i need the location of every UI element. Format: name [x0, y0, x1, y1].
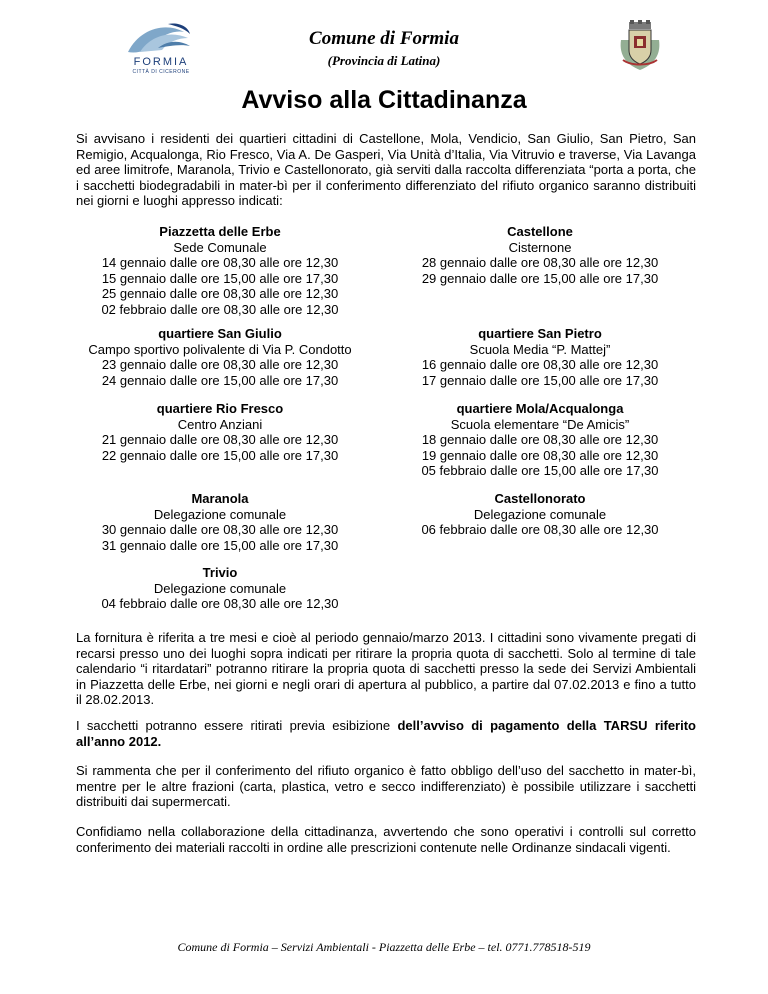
location-name: quartiere San Giulio — [158, 326, 282, 341]
location-place: Centro Anziani — [177, 416, 263, 432]
location-name: quartiere San Pietro — [478, 326, 602, 341]
location-date: 28 gennaio dalle ore 08,30 alle ore 12,30 — [421, 255, 659, 270]
location-place: Scuola elementare “De Amicis” — [450, 416, 630, 432]
location-date: 02 febbraio dalle ore 08,30 alle ore 12,30 — [101, 301, 339, 317]
location-date: 17 gennaio dalle ore 15,00 alle ore 17,30 — [421, 372, 659, 388]
location-block-trivio — [60, 565, 380, 612]
location-name: quartiere Mola/Acqualonga — [456, 401, 624, 416]
location-place: Cisternone — [508, 239, 572, 255]
location-date: 21 gennaio dalle ore 08,30 alle ore 12,30 — [101, 432, 339, 447]
location-date: 14 gennaio dalle ore 08,30 alle ore 12,30 — [101, 255, 339, 270]
closing-paragraph: Confidiamo nella collaborazione della cittadinanza, avvertendo che sono operativi i controlli sul corretto conferimento dei materiali raccolti in ordine alle prescrizioni contenute nelle Ordinanze sindacali vigenti. — [76, 824, 696, 855]
location-block-castellonorato — [380, 491, 700, 538]
logo-tagline: CITTÀ DI CICERONE — [132, 69, 190, 75]
pickup-paragraph — [76, 718, 696, 749]
location-name: Piazzetta delle Erbe — [159, 224, 281, 239]
location-block-maranola — [60, 491, 380, 553]
location-date: 29 gennaio dalle ore 15,00 alle ore 17,30 — [421, 270, 659, 286]
intro-paragraph: Si avvisano i residenti dei quartieri cittadini di Castellone, Mola, Vendicio, San Giulio, San Pietro, San Remigio, Acqualonga, Rio Fresco, Via A. De Gasperi, Via Unità d’Italia, Via Vitruvio e traverse, Via Lavanga ed aree limitrofe, Maranola, Trivio e Castellonorato, già serviti dalla raccolta differenziata “porta a porta, che i sacchetti biodegradabili in mater-bì per il conferimento differenziato del rifiuto organico saranno distribuiti nei giorni e luoghi appresso indicati: — [76, 131, 696, 208]
location-date: 04 febbraio dalle ore 08,30 alle ore 12,30 — [101, 596, 339, 611]
location-date: 19 gennaio dalle ore 08,30 alle ore 12,30 — [421, 447, 659, 463]
location-block-castellone — [380, 224, 700, 286]
location-date: 06 febbraio dalle ore 08,30 alle ore 12,30 — [421, 522, 659, 537]
location-place: Campo sportivo polivalente di Via P. Condotto — [88, 341, 352, 357]
location-place: Delegazione comunale — [473, 506, 607, 522]
location-place: Sede Comunale — [173, 239, 267, 255]
reminder-paragraph: Si rammenta che per il conferimento del rifiuto organico è fatto obbligo dell’uso del sacchetto in mater-bì, mentre per le altre frazioni (carta, plastica, vetro e secco indifferenziato) è possibile utilizzare i sacchetti distribuiti dai supermercati. — [76, 763, 696, 809]
pickup-requirement: dell’avviso di pagamento della TARSU riferito all’anno 2012. — [76, 718, 696, 749]
location-block-san-pietro — [380, 326, 700, 388]
pickup-text: I sacchetti potranno essere ritirati previa esibizione — [76, 718, 398, 733]
municipality-title: Comune di Formia — [309, 28, 459, 49]
location-place: Delegazione comunale — [153, 580, 287, 596]
location-date: 22 gennaio dalle ore 15,00 alle ore 17,30 — [101, 447, 339, 463]
location-place: Scuola Media “P. Mattej” — [469, 341, 611, 357]
location-place: Delegazione comunale — [153, 506, 287, 522]
location-name: quartiere Rio Fresco — [156, 401, 284, 416]
location-date: 30 gennaio dalle ore 08,30 alle ore 12,30 — [101, 522, 339, 537]
location-name: Trivio — [202, 565, 238, 580]
location-date: 31 gennaio dalle ore 15,00 alle ore 17,30 — [101, 537, 339, 553]
location-name: Castellone — [507, 224, 573, 239]
province-subtitle: (Provincia di Latina) — [327, 53, 441, 68]
location-date: 05 febbraio dalle ore 15,00 alle ore 17,30 — [421, 463, 659, 478]
page-footer: Comune di Formia – Servizi Ambientali - Piazzetta delle Erbe – tel. 0771.778518-519 — [177, 940, 591, 954]
location-block-mola-acqualonga — [380, 401, 700, 479]
notice-title: Avviso alla Cittadinanza — [241, 86, 527, 114]
location-date: 15 gennaio dalle ore 15,00 alle ore 17,30 — [101, 270, 339, 286]
location-name: Castellonorato — [494, 491, 586, 506]
location-block-piazzetta-erbe — [60, 224, 380, 317]
location-date: 16 gennaio dalle ore 08,30 alle ore 12,30 — [421, 357, 659, 372]
location-name: Maranola — [191, 491, 249, 506]
location-date: 25 gennaio dalle ore 08,30 alle ore 12,30 — [101, 286, 339, 301]
location-date: 24 gennaio dalle ore 15,00 alle ore 17,30 — [101, 372, 339, 388]
location-date: 23 gennaio dalle ore 08,30 alle ore 12,30 — [101, 357, 339, 372]
logo-wordmark: FORMIA — [133, 56, 189, 68]
coat-of-arms-icon — [617, 20, 663, 72]
supply-paragraph: La fornitura è riferita a tre mesi e cioè al periodo gennaio/marzo 2013. I cittadini sono vivamente pregati di recarsi presso uno dei luoghi sopra indicati per ritirare la propria quota di sacchetti. Solo al termine di tale calendario “i ritardatari” potranno ritirare la propria quota di sacchetti presso la sede dei Servizi Ambientali in Piazzetta delle Erbe, nei giorni e negli orari di apertura al pubblico, a partire dal 07.02.2013 e fino a tutto il 28.02.2013. — [76, 630, 696, 707]
location-block-san-giulio — [60, 326, 380, 388]
location-block-rio-fresco — [60, 401, 380, 463]
location-date: 18 gennaio dalle ore 08,30 alle ore 12,30 — [421, 432, 659, 447]
